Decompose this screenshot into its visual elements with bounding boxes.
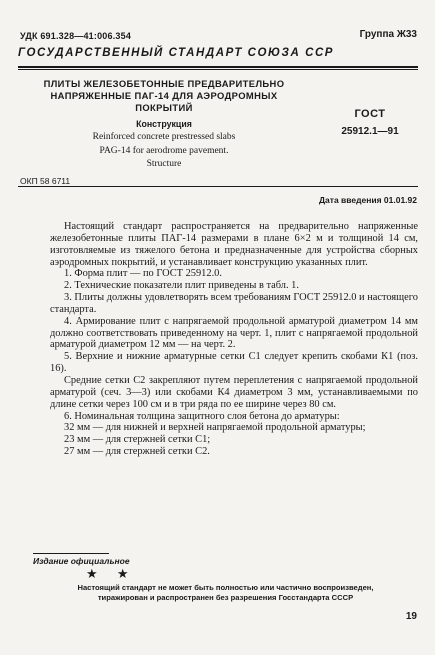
copyright-notice-line-1: Настоящий стандарт не может быть полностью или частично воспроизведен, <box>77 583 374 592</box>
title-english-1: Reinforced concrete prestressed slabs <box>92 132 236 142</box>
title-block <box>18 78 310 170</box>
footer-rule <box>33 553 109 554</box>
paragraph-5-cont: Средние сетки С2 закрепляют путем переплетения с напрягаемой продольной арматурой (сеч. 3—3) или скобами К4 диаметром 3 мм, устанавливаемыми по длине сетки через 100 см и в три ряда по ее ширине через 80 см. <box>50 374 418 410</box>
gost-label: ГОСТ <box>354 108 386 120</box>
title-subtitle: Конструкция <box>136 119 192 129</box>
heading-rule-thin <box>18 69 418 70</box>
group-code: Группа Ж33 <box>359 29 417 40</box>
title-english-3: Structure <box>146 159 182 169</box>
copyright-notice <box>33 583 418 603</box>
gost-number: 25912.1—91 <box>341 126 399 137</box>
heading-rule-thick <box>18 66 418 68</box>
paragraph-6-item-2: 23 мм — для стержней сетки С1; <box>64 434 211 446</box>
gost-designation <box>325 108 415 137</box>
title-english-2: PAG-14 for aerodrome pavement. <box>99 145 229 156</box>
page-number: 19 <box>405 611 417 622</box>
body-text <box>50 221 418 458</box>
title-line-3: ПОКРЫТИЙ <box>135 102 193 113</box>
paragraph-5: 5. Верхние и нижние арматурные сетки С1 следует крепить скобами К1 (поз. 16). <box>50 351 418 375</box>
paragraph-6: 6. Номинальная толщина защитного слоя бетона до арматуры: <box>64 410 340 422</box>
paragraph-6-item-1: 32 мм — для нижней и верхней напрягаемой продольной арматуры; <box>64 422 366 434</box>
standard-heading: ГОСУДАРСТВЕННЫЙ СТАНДАРТ СОЮЗА ССР <box>18 47 335 59</box>
paragraph-3: 3. Плиты должны удовлетворять всем требованиям ГОСТ 25912.0 и настоящего стандарта. <box>50 292 418 315</box>
paragraph-intro: Настоящий стандарт распространяется на предварительно напряженные железобетонные плиты ПАГ-14 размерами в плане 6×2 м и толщиной 14 см, изготовляемые из тяжелого бетона и предназначенные для устройства сборных аэродромных покрытий, и устанавливает конструкцию указанных плит. <box>50 221 418 268</box>
paragraph-1: 1. Форма плит — по ГОСТ 25912.0. <box>64 268 222 280</box>
okp-rule <box>18 186 418 187</box>
copyright-notice-line-2: тиражирован и распространен без разрешения Госстандарта СССР <box>97 593 354 602</box>
paragraph-6-item-3: 27 мм — для стержней сетки С2. <box>64 446 210 458</box>
paragraph-2: 2. Технические показатели плит приведены в табл. 1. <box>64 280 299 292</box>
official-edition: Издание официальное <box>33 556 130 566</box>
title-line-2: НАПРЯЖЕННЫЕ ПАГ-14 ДЛЯ АЭРОДРОМНЫХ <box>50 90 278 101</box>
paragraph-4: 4. Армирование плит с напрягаемой продольной арматурой диаметром 14 мм должно соответствовать приведенному на черт. 1, плит с напрягаемой продольной арматурой диаметром 12 мм — на черт. 2. <box>50 315 418 351</box>
stars-ornament: ★ ★ <box>86 566 137 581</box>
okp-code: ОКП 58 6711 <box>20 176 71 186</box>
title-line-1: ПЛИТЫ ЖЕЛЕЗОБЕТОННЫЕ ПРЕДВАРИТЕЛЬНО <box>43 78 285 89</box>
udk-code: УДК 691.328—41:006.354 <box>20 31 132 41</box>
date-of-introduction: Дата введения 01.01.92 <box>319 195 417 205</box>
